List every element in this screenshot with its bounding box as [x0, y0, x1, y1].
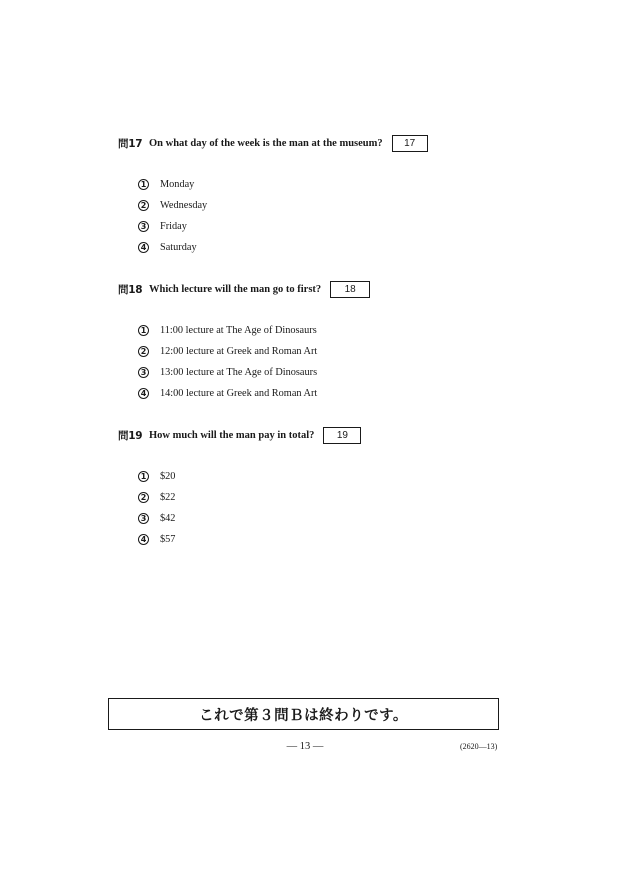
option-text: 11:00 lecture at The Age of Dinosaurs [160, 325, 317, 336]
answer-box-17: 17 [392, 135, 428, 152]
circled-number-icon: 1 [138, 325, 149, 336]
option-item [138, 362, 317, 383]
option-item [138, 216, 207, 237]
circled-number-icon: 3 [138, 221, 149, 232]
question-18-prompt [118, 279, 370, 299]
circled-number-icon: 1 [138, 471, 149, 482]
option-item [138, 320, 317, 341]
circled-number-icon: 2 [138, 346, 149, 357]
circled-number-icon: 1 [138, 179, 149, 190]
circled-number-icon: 4 [138, 534, 149, 545]
question-19-prompt [118, 425, 361, 445]
question-number: 問18 [118, 283, 143, 296]
option-item [138, 237, 207, 258]
circled-number-icon: 3 [138, 513, 149, 524]
option-text: 12:00 lecture at Greek and Roman Art [160, 346, 318, 357]
option-text: Monday [160, 179, 195, 190]
option-text: $57 [160, 534, 176, 545]
circled-number-icon: 4 [138, 388, 149, 399]
question-18 [118, 279, 370, 399]
option-item [138, 383, 317, 404]
option-text: 14:00 lecture at Greek and Roman Art [160, 388, 318, 399]
question-17 [118, 133, 428, 253]
option-item [138, 466, 175, 487]
question-text: On what day of the week is the man at the museum? [149, 137, 383, 149]
option-text: Wednesday [160, 200, 208, 211]
option-item [138, 529, 175, 550]
circled-number-icon: 2 [138, 492, 149, 503]
end-of-section-banner [108, 698, 499, 730]
option-item [138, 487, 175, 508]
question-19 [118, 425, 361, 545]
option-list [138, 174, 207, 258]
circled-number-icon: 3 [138, 367, 149, 378]
question-number: 問17 [118, 137, 143, 150]
option-text: $22 [160, 492, 176, 503]
question-number: 問19 [118, 429, 143, 442]
answer-box-19: 19 [323, 427, 361, 444]
option-text: Saturday [160, 242, 197, 253]
answer-box-18: 18 [330, 281, 370, 298]
option-item [138, 195, 207, 216]
option-text: 13:00 lecture at The Age of Dinosaurs [160, 367, 318, 378]
option-item [138, 174, 207, 195]
option-list [138, 466, 175, 550]
option-text: $42 [160, 513, 176, 524]
question-text: Which lecture will the man go to first? [149, 283, 322, 295]
option-item [138, 341, 317, 362]
page-code: (2620—13) [460, 742, 498, 751]
end-notice-text: これで第３問Ｂは終わりです。 [199, 707, 408, 724]
circled-number-icon: 2 [138, 200, 149, 211]
option-text: $20 [160, 471, 176, 482]
option-item [138, 508, 175, 529]
option-text: Friday [160, 221, 187, 232]
question-text: How much will the man pay in total? [149, 429, 315, 441]
page-number: — 13 — [286, 741, 324, 752]
question-17-prompt [118, 133, 428, 153]
circled-number-icon: 4 [138, 242, 149, 253]
option-list [138, 320, 317, 404]
